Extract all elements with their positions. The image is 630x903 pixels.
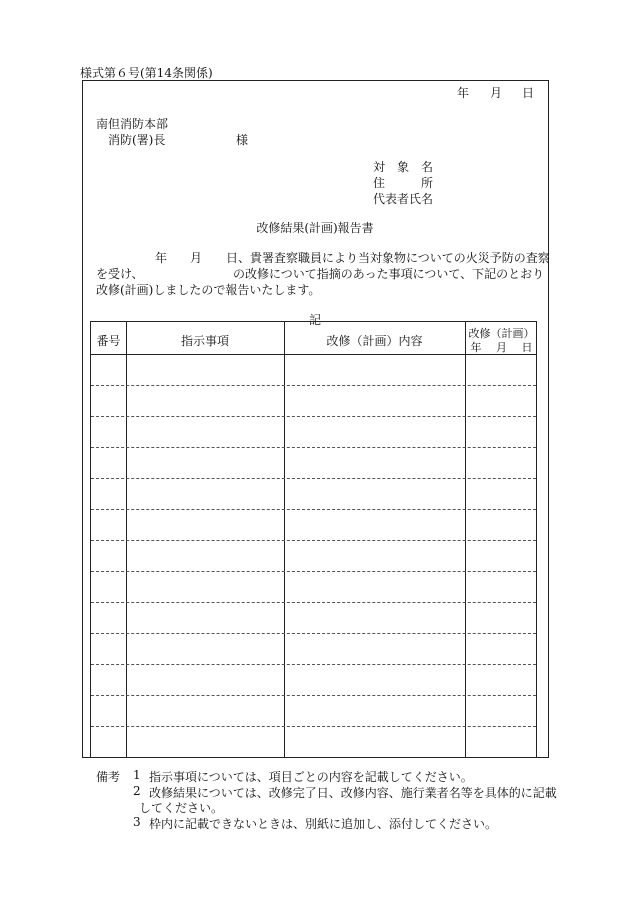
report-table — [90, 321, 537, 758]
note-text: 枠内に記載できないときは、別紙に追加し、添付してください。 — [149, 817, 498, 831]
form-number-label: 様式第６号(第14条関係) — [80, 66, 213, 80]
table-row-divider — [91, 447, 536, 448]
header-number: 番号 — [96, 334, 121, 348]
note-number: 3 — [133, 815, 141, 829]
body-year-label: 年 — [155, 251, 168, 265]
table-row-divider — [91, 385, 536, 386]
table-row-divider — [91, 695, 536, 696]
table-row-divider — [91, 602, 536, 603]
applicant-address-label: 住 所 — [373, 176, 434, 190]
body-line1-text: 日、貴署査察職員により当対象物についての火災予防の査察 — [226, 251, 550, 265]
header-content: 改修（計画）内容 — [326, 334, 423, 348]
body-month-label: 月 — [190, 251, 203, 265]
body-line2-text: の改修について指摘のあった事項について、下記のとおり — [233, 267, 545, 281]
note-text-continued: してください。 — [139, 801, 224, 815]
header-instruction: 指示事項 — [180, 334, 229, 348]
note-number: 2 — [133, 784, 141, 798]
table-row-divider — [91, 509, 536, 510]
note-number: 1 — [133, 768, 141, 782]
notes-label: 備考 — [96, 770, 121, 784]
document-title: 改修結果(計画)報告書 — [256, 221, 374, 235]
note-text: 改修結果については、改修完了日、改修内容、施行業者名等を具体的に記載 — [149, 786, 557, 800]
recipient-department: 南但消防本部 — [96, 117, 169, 131]
ki-label: 記 — [308, 313, 321, 327]
table-row-divider — [91, 416, 536, 417]
note-text: 指示事項については、項目ごとの内容を記載してください。 — [149, 770, 473, 784]
date-day-label: 日 — [522, 86, 535, 100]
table-row-divider — [91, 664, 536, 665]
table-row-divider — [91, 540, 536, 541]
header-date-sub: 年 月 日 — [470, 341, 533, 354]
table-row-divider — [91, 633, 536, 634]
table-row-divider — [91, 571, 536, 572]
recipient-chief: 消防(署)長 — [108, 133, 166, 147]
date-month-label: 月 — [490, 86, 503, 100]
date-year-label: 年 — [457, 86, 470, 100]
table-row-divider — [91, 478, 536, 479]
table-row-divider — [91, 726, 536, 727]
recipient-honorific: 様 — [236, 133, 249, 147]
header-date-title: 改修（計画） — [468, 327, 535, 340]
applicant-representative-label: 代表者氏名 — [373, 192, 434, 206]
applicant-object-name-label: 対 象 名 — [373, 160, 434, 174]
body-line2-start: を受け、 — [96, 267, 144, 281]
body-line3-text: 改修(計画)しましたので報告いたします。 — [96, 283, 321, 297]
